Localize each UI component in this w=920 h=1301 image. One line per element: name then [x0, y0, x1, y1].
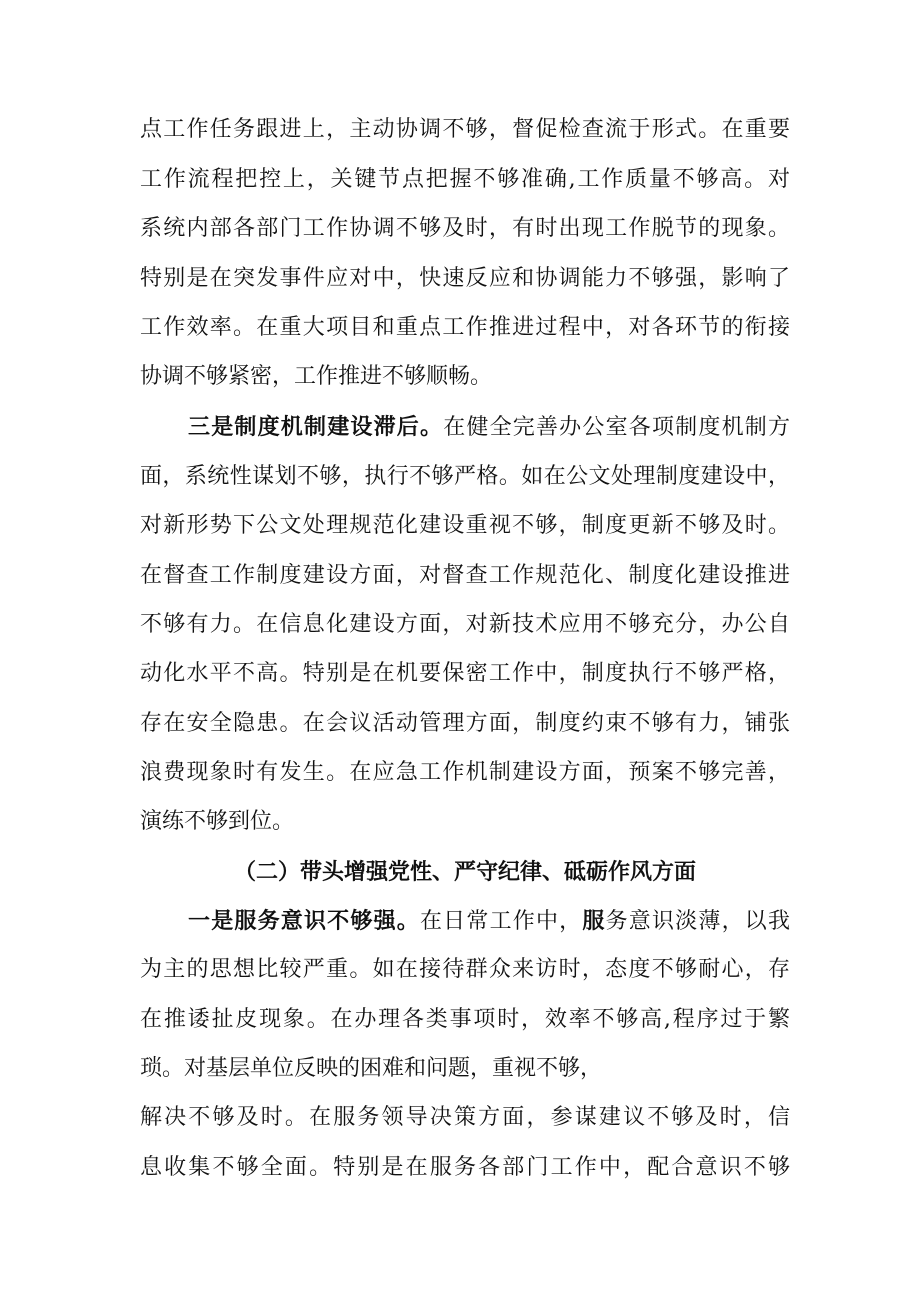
- paragraph-text: 在健全完善办公室各项制度机制方: [443, 415, 790, 440]
- paragraph-line: 工作效率。在重大项目和重点工作推进过程中，对各环节的衔接: [140, 315, 790, 340]
- paragraph-line: 对新形势下公文处理规范化建设重视不够，制度更新不够及时。: [140, 513, 790, 538]
- paragraph-line: 系统内部各部门工作协调不够及时，有时出现工作脱节的现象。: [140, 216, 790, 241]
- paragraph-line: 琐。对基层单位反映的困难和问题，重视不够，: [140, 1056, 603, 1081]
- paragraph-line: 不够有力。在信息化建设方面，对新技术应用不够充分，办公自: [140, 612, 790, 637]
- paragraph-line: 息收集不够全面。特别是在服务各部门工作中，配合意识不够: [140, 1155, 790, 1180]
- paragraph-line: 协调不够紧密，工作推进不够顺畅。: [140, 364, 493, 389]
- paragraph-line: 浪费现象时有发生。在应急工作机制建设方面，预案不够完善，: [140, 760, 790, 785]
- paragraph-lead: 一是服务意识不够强。: [188, 908, 420, 934]
- paragraph-text: 务意识淡薄，以我: [605, 909, 790, 934]
- paragraph-line: 解决不够及时。在服务领导决策方面，参谋建议不够及时，信: [140, 1105, 790, 1130]
- paragraph-text: 在日常工作中，: [419, 909, 583, 934]
- paragraph-line: 动化水平不高。特别是在机要保密工作中，制度执行不够严格，: [140, 661, 790, 686]
- paragraph-first-line: [188, 906, 790, 936]
- paragraph-line: 点工作任务跟进上，主动协调不够，督促检查流于形式。在重要: [140, 117, 790, 142]
- paragraph-line: 工作流程把控上，关键节点把握不够准确,工作质量不够高。对: [140, 167, 790, 192]
- paragraph-line: 面，系统性谋划不够，执行不够严格。如在公文处理制度建设中，: [140, 464, 790, 489]
- paragraph-line: 在督查工作制度建设方面，对督查工作规范化、制度化建设推进: [140, 563, 790, 588]
- section-heading: （二）带头增强党性、严守纪律、砥砺作风方面: [233, 859, 696, 885]
- paragraph-line: 为主的思想比较严重。如在接待群众来访时，态度不够耐心，存: [140, 957, 790, 982]
- paragraph-bold-char: 服: [582, 908, 606, 934]
- paragraph-lead: 三是制度机制建设滞后。: [188, 414, 444, 440]
- paragraph-first-line: [188, 412, 790, 442]
- paragraph-line: 特别是在突发事件应对中，快速反应和协调能力不够强，影响了: [140, 266, 790, 291]
- paragraph-line: 演练不够到位。: [140, 809, 295, 834]
- paragraph-line: 存在安全隐患。在会议活动管理方面，制度约束不够有力，铺张: [140, 711, 790, 736]
- paragraph-line: 在推诿扯皮现象。在办理各类事项时，效率不够高,程序过于繁: [140, 1007, 790, 1032]
